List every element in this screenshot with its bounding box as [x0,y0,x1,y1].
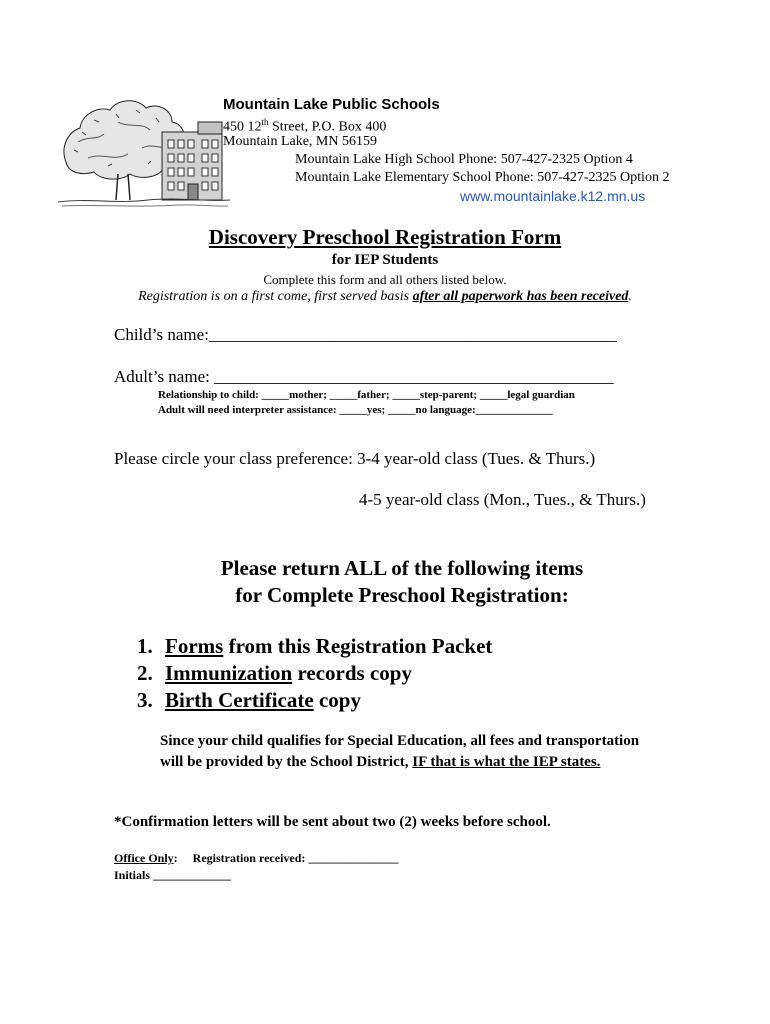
form-title [0,225,770,250]
address-ordinal-suffix: th [261,117,269,127]
form-title-text: Discovery Preschool Registration Form [208,225,562,249]
return-heading-line1: Please return ALL of the following items [220,556,584,580]
list-item [137,634,492,659]
address-street-rest: Street, P.O. Box 400 [268,119,387,135]
school-building-illustration [58,92,230,210]
registration-received-field[interactable]: Registration received: _______________ [177,851,399,865]
special-education-note [160,731,660,773]
school-name: Mountain Lake Public Schools [223,96,440,113]
list-item-number: 3. [137,688,153,712]
basis-note-emphasis: after all paperwork has been received [412,289,629,304]
list-item-keyword: Birth Certificate [165,688,314,712]
list-item-number: 2. [137,661,153,685]
confirmation-note: *Confirmation letters will be sent about two (2) weeks before school. [114,814,551,830]
form-instructions: Complete this form and all others listed below. [263,272,507,287]
return-items-heading [0,555,770,609]
basis-note-period: . [628,289,632,304]
address-street [223,117,386,136]
office-only-label: Office Only [114,851,174,865]
office-only-colon: : [173,851,178,865]
initials-field[interactable]: Initials _____________ [114,868,232,882]
class-preference-option-4-5[interactable]: 4-5 year-old class (Mon., Tues., & Thurs.) [359,490,646,509]
address-city: Mountain Lake, MN 56159 [223,134,377,149]
return-heading-line2: for Complete Preschool Registration: [235,583,569,607]
address-street-number: 450 12 [223,119,262,135]
child-name-field[interactable]: Child’s name:________________________________________________ [114,325,617,344]
list-item-keyword: Immunization [165,661,293,685]
special-ed-emphasis: IF that is what the IEP states. [412,754,601,770]
class-preference-option-3-4[interactable]: Please circle your class preference: 3-4 year-old class (Tues. & Thurs.) [114,449,596,468]
list-item-text: copy [313,688,361,712]
high-school-phone: Mountain Lake High School Phone: 507-427-2325 Option 4 [295,152,633,167]
list-item-text: from this Registration Packet [223,634,493,658]
list-item [137,661,412,686]
elementary-school-phone: Mountain Lake Elementary School Phone: 507-427-2325 Option 2 [295,170,670,185]
list-item-number: 1. [137,634,153,658]
office-use-line [114,851,398,866]
list-item-text: records copy [292,661,412,685]
registration-basis-note [0,289,770,305]
website-link[interactable]: www.mountainlake.k12.mn.us [460,188,646,204]
special-ed-text: Since your child qualifies for Special Education, all fees and transportation will be provided by the School District, [160,733,640,770]
form-subtitle: for IEP Students [331,252,439,268]
basis-note-text: Registration is on a first come, first served basis [138,289,413,304]
list-item-keyword: Forms [165,634,224,658]
adult-name-field[interactable]: Adult’s name: _______________________________________________ [114,367,614,386]
list-item [137,688,361,713]
relationship-options[interactable]: Relationship to child: _____mother; _____father; _____step-parent; _____legal guardian [158,389,575,401]
interpreter-options[interactable]: Adult will need interpreter assistance: _____yes; _____no language:______________ [158,404,553,416]
